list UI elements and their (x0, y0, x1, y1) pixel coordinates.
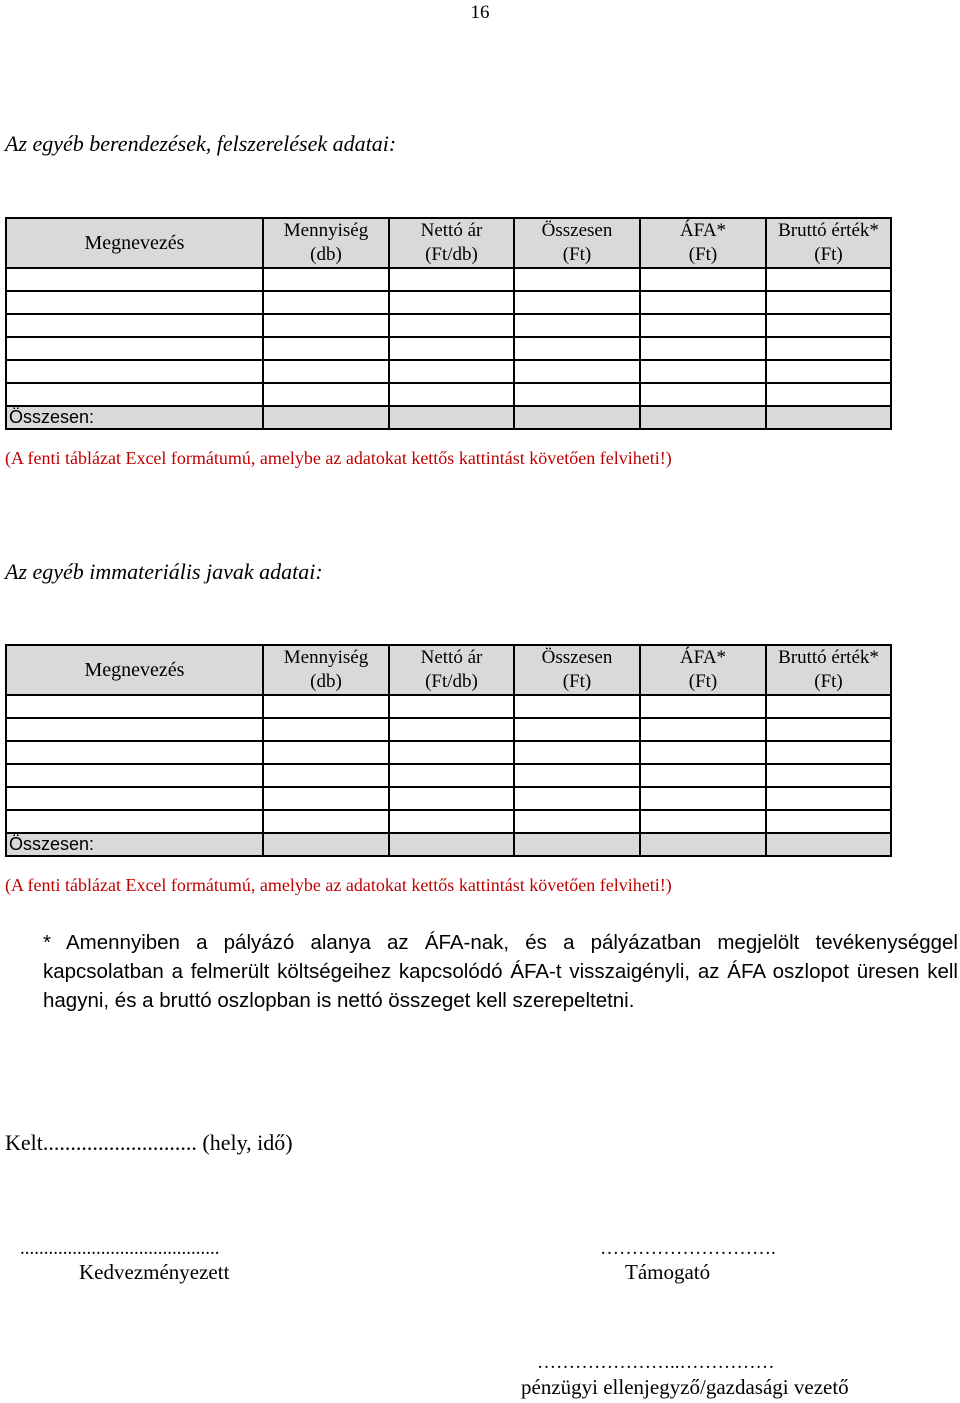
header-vat: ÁFA* (Ft) (640, 645, 766, 695)
table-header-row (6, 218, 891, 268)
table-row (6, 268, 891, 291)
section-title-equipment: Az egyéb berendezések, felszerelések adatai: (5, 131, 397, 156)
table-row (6, 810, 891, 833)
date-place-line: Kelt............................ (hely, idő) (5, 1130, 293, 1155)
header-gross: Bruttó érték* (Ft) (766, 218, 891, 268)
table-row (6, 314, 891, 337)
table-row (6, 291, 891, 314)
excel-note: (A fenti táblázat Excel formátumú, amelybe az adatokat kettős kattintást követően felviheti!) (5, 448, 672, 468)
table-row (6, 764, 891, 787)
supporter-signature-line: ………………………. (600, 1238, 776, 1259)
header-quantity: Mennyiség (db) (263, 645, 389, 695)
equipment-table (5, 217, 892, 430)
table-row (6, 383, 891, 406)
finance-officer-label: pénzügyi ellenjegyző/gazdasági vezető (521, 1375, 849, 1399)
finance-signature-line: …………………..…………… (537, 1352, 775, 1373)
vat-footnote: * Amennyiben a pályázó alanya az ÁFA-nak, és a pályázatban megjelölt tevékenységgel kapcsolatban a felmerült költségeihez kapcsolódó ÁFA-t visszaigényli, az ÁFA oszlopot üresen kell hagyni, és a bruttó oszlopban is nettó összeget kell szerepeltetni. (43, 931, 958, 1012)
page-number: 16 (470, 2, 490, 23)
header-net-price: Nettó ár (Ft/db) (389, 218, 514, 268)
supporter-label: Támogató (625, 1260, 711, 1284)
header-total: Összesen (Ft) (514, 218, 640, 268)
table-row (6, 741, 891, 764)
header-gross: Bruttó érték* (Ft) (766, 645, 891, 695)
header-total: Összesen (Ft) (514, 645, 640, 695)
section-title-intangibles: Az egyéb immateriális javak adatai: (5, 559, 323, 584)
beneficiary-signature-line: .......................................... (20, 1238, 220, 1259)
intangibles-table (5, 644, 892, 857)
header-quantity: Mennyiség (db) (263, 218, 389, 268)
excel-note: (A fenti táblázat Excel formátumú, amelybe az adatokat kettős kattintást követően felviheti!) (5, 875, 672, 895)
sum-label: Összesen: (6, 833, 263, 856)
header-name: Megnevezés (6, 218, 263, 268)
header-name: Megnevezés (6, 645, 263, 695)
sum-label: Összesen: (6, 406, 263, 429)
header-net-price: Nettó ár (Ft/db) (389, 645, 514, 695)
table-row (6, 718, 891, 741)
beneficiary-label: Kedvezményezett (79, 1260, 230, 1284)
table-row (6, 787, 891, 810)
header-vat: ÁFA* (Ft) (640, 218, 766, 268)
table-row (6, 360, 891, 383)
table-sum-row (6, 833, 891, 856)
table-header-row (6, 645, 891, 695)
table-sum-row (6, 406, 891, 429)
table-row (6, 337, 891, 360)
table-row (6, 695, 891, 718)
